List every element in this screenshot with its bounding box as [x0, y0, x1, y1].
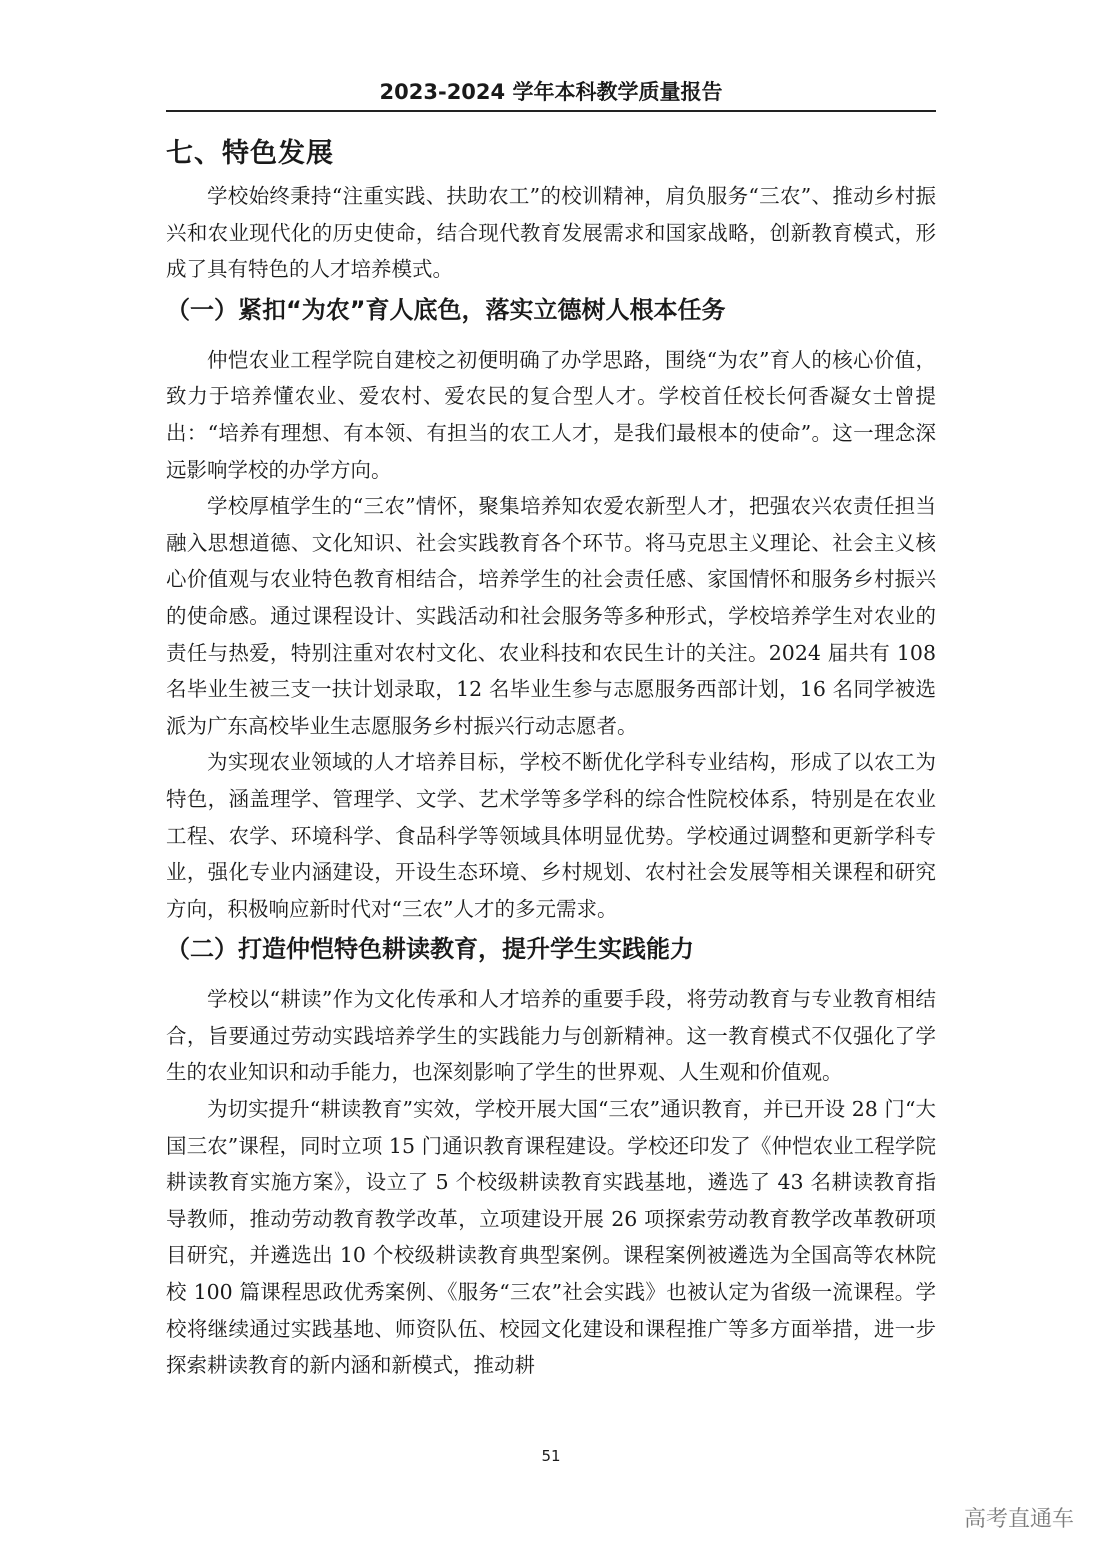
paragraph: 为切实提升“耕读教育”实效，学校开展大国“三农”通识教育，并已开设 28 门“大国三农”课程，同时立项 15 门通识教育课程建设。学校还印发了《仲恺农业工程学院耕读教育实施方案》，设立了 5 个校级耕读教育实践基地，遴选了 43 名耕读教育指导教师，推动劳动教育教学改革，立项建设开展 26 项探索劳动教育教学改革教研项目研究，并遴选出 10 个校级耕读教育典型案例。课程案例被遴选为全国高等农林院校 100 篇课程思政优秀案例、《服务“三农”社会实践》也被认定为省级一流课程。学校将继续通过实践基地、师资队伍、校园文化建设和课程推广等多方面举措，进一步探索耕读教育的新内涵和新模式，推动耕 [166, 1097, 936, 1378]
page-number: 51 [541, 1447, 561, 1465]
page-content [166, 134, 936, 1384]
chapter-title: 七、特色发展 [166, 138, 334, 169]
intro-paragraph: 学校始终秉持“注重实践、扶助农工”的校训精神，肩负服务“三农”、推动乡村振兴和农业现代化的历史使命，结合现代教育发展需求和国家战略，创新教育模式，形成了具有特色的人才培养模式。 [166, 184, 936, 282]
watermark: 高考直通车 [963, 1507, 1074, 1532]
paragraph: 为实现农业领域的人才培养目标，学校不断优化学科专业结构，形成了以农工为特色，涵盖理学、管理学、文学、艺术学等多学科的综合性院校体系，特别是在农业工程、农学、环境科学、食品科学等领域具体明显优势。学校通过调整和更新学科专业，强化专业内涵建设，开设生态环境、乡村规划、农村社会发展等相关课程和研究方向，积极响应新时代对“三农”人才的多元需求。 [166, 750, 936, 921]
paragraph: 仲恺农业工程学院自建校之初便明确了办学思路，围绕“为农”育人的核心价值，致力于培养懂农业、爱农村、爱农民的复合型人才。学校首任校长何香凝女士曾提出：“培养有理想、有本领、有担当的农工人才，是我们最根本的使命”。这一理念深远影响学校的办学方向。 [166, 347, 936, 482]
header-divider [166, 110, 936, 112]
paragraph: 学校厚植学生的“三农”情怀，聚集培养知农爱农新型人才，把强农兴农责任担当融入思想道德、文化知识、社会实践教育各个环节。将马克思主义理论、社会主义核心价值观与农业特色教育相结合，培养学生的社会责任感、家国情怀和服务乡村振兴的使命感。通过课程设计、实践活动和社会服务等多种形式，学校培养学生对农业的责任与热爱，特别注重对农村文化、农业科技和农民生计的关注。2024 届共有 108 名毕业生被三支一扶计划录取，12 名毕业生参与志愿服务西部计划，16 名同学被选派为广东高校毕业生志愿服务乡村振兴行动志愿者。 [166, 494, 936, 738]
page-header-title: 2023-2024 学年本科教学质量报告 [379, 80, 723, 104]
section-title: （一）紧扣“为农”育人底色，落实立德树人根本任务 [166, 295, 726, 324]
section-title: （二）打造仲恺特色耕读教育，提升学生实践能力 [166, 935, 694, 964]
paragraph: 学校以“耕读”作为文化传承和人才培养的重要手段，将劳动教育与专业教育相结合，旨要通过劳动实践培养学生的实践能力与创新精神。这一教育模式不仅强化了学生的农业知识和动手能力，也深刻影响了学生的世界观、人生观和价值观。 [166, 987, 936, 1085]
